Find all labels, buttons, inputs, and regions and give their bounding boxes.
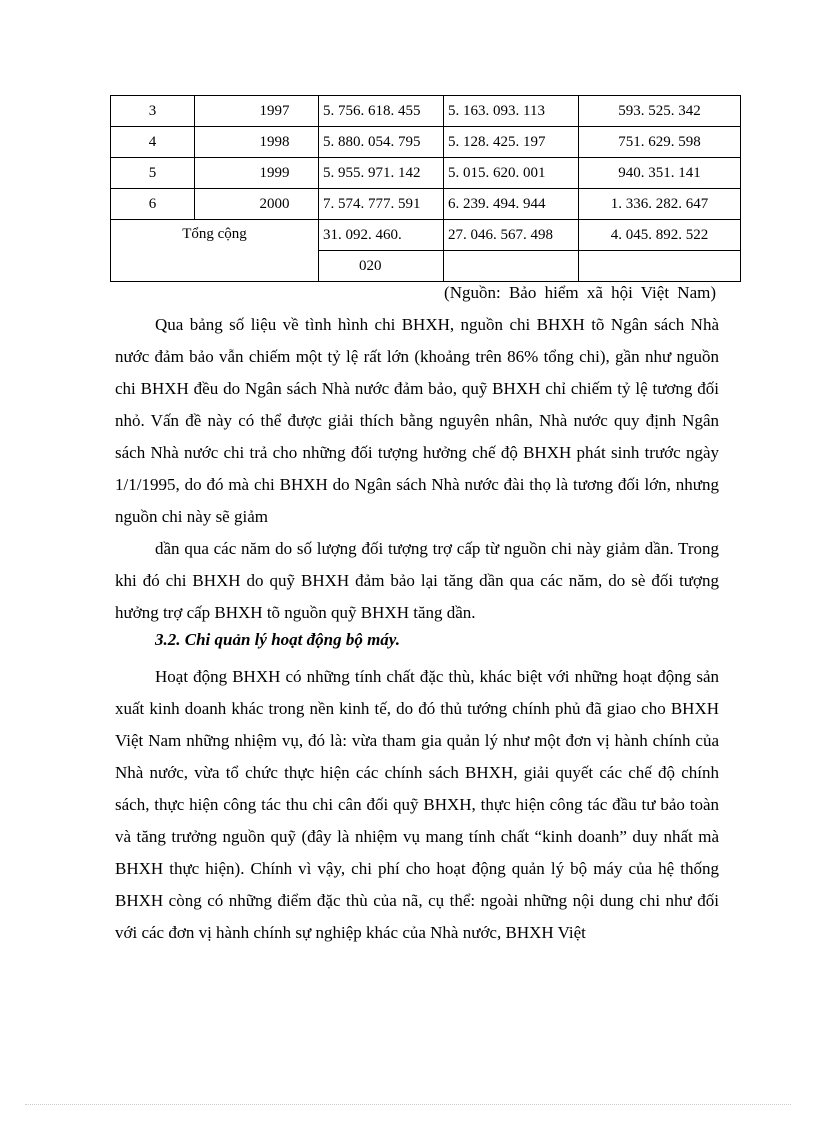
table-row (111, 96, 741, 127)
total-cell: 5. 756. 618. 455 (319, 96, 444, 127)
table-source: (Nguồn: Bảo hiểm xã hội Việt Nam) (444, 283, 716, 302)
year-cell: 1997 (195, 96, 319, 127)
grand-nsnn-cell: 27. 046. 567. 498 (444, 220, 579, 251)
page-bottom-divider (25, 1104, 791, 1105)
paragraph-2-text: dần qua các năm do số lượng đối tượng trợ cấp từ nguồn chi này giảm dần. Trong khi đó chi BHXH do quỹ BHXH đảm bảo lại tăng dần qua các năm, do sè đối tượng hưởng trợ cấp BHXH tõ nguồn quỹ BHXH tăng dần. (115, 539, 719, 622)
section-heading: 3.2. Chi quản lý hoạt động bộ máy. (155, 630, 400, 649)
total-cell: 5. 955. 971. 142 (319, 158, 444, 189)
nsnn-cell: 6. 239. 494. 944 (444, 189, 579, 220)
expenditure-table (110, 95, 741, 282)
stt-cell: 5 (111, 158, 195, 189)
nsnn-cell: 5. 015. 620. 001 (444, 158, 579, 189)
grand-total-cell-continued: 020 (319, 251, 444, 282)
empty-cell (579, 251, 741, 282)
paragraph-1-text: Qua bảng số liệu về tình hình chi BHXH, nguồn chi BHXH tõ Ngân sách Nhà nước đảm bảo vẫn chiếm một tỷ lệ rất lớn (khoảng trên 86% tổng chi), gần như nguồn chi BHXH đều do Ngân sách Nhà nước đảm bảo, quỹ BHXH chỉ chiếm tỷ lệ tương đối nhỏ. Vấn đề này có thể được giải thích bằng nguyên nhân, Nhà nước quy định Ngân sách Nhà nước chi trả cho những đối tượng hưởng chế độ BHXH phát sinh trước ngày 1/1/1995, do đó mà chi BHXH do Ngân sách Nhà nước đài thọ là tương đối lớn, nhưng nguồn chi này sẽ giảm (115, 315, 719, 526)
fund-cell: 593. 525. 342 (579, 96, 741, 127)
paragraph-3-text: Hoạt động BHXH có những tính chất đặc thù, khác biệt với những hoạt động sản xuất kinh doanh khác trong nền kinh tế, do đó thủ tướng chính phủ đã giao cho BHXH Việt Nam những nhiệm vụ, đó là: vừa tham gia quản lý như một đơn vị hành chính của Nhà nước, vừa tổ chức thực hiện các chính sách BHXH, giải quyết các chế độ chính sách, thực hiện công tác thu chi cân đối quỹ BHXH, thực hiện công tác đầu tư bảo toàn và tăng trưởng nguồn quỹ (đây là nhiệm vụ mang tính chất “kinh doanh” duy nhất mà BHXH thực hiện). Chính vì vậy, chi phí cho hoạt động quản lý bộ máy của hệ thống BHXH còng có những điểm đặc thù của nã, cụ thể: ngoài những nội dung chi như đối với các đơn vị hành chính sự nghiệp khác của Nhà nước, BHXH Việt (115, 667, 719, 942)
fund-cell: 1. 336. 282. 647 (579, 189, 741, 220)
grand-total-cell: 31. 092. 460. (319, 220, 444, 251)
empty-cell (444, 251, 579, 282)
table-row (111, 158, 741, 189)
total-label-cell (111, 220, 319, 282)
year-cell: 1999 (195, 158, 319, 189)
table-row (111, 189, 741, 220)
paragraph-1 (115, 309, 719, 533)
total-row (111, 220, 741, 251)
stt-cell: 6 (111, 189, 195, 220)
stt-cell: 4 (111, 127, 195, 158)
grand-fund-cell: 4. 045. 892. 522 (579, 220, 741, 251)
paragraph-3 (115, 661, 719, 949)
year-cell: 2000 (195, 189, 319, 220)
paragraph-2 (115, 533, 719, 629)
year-cell: 1998 (195, 127, 319, 158)
total-cell: 7. 574. 777. 591 (319, 189, 444, 220)
nsnn-cell: 5. 163. 093. 113 (444, 96, 579, 127)
stt-cell: 3 (111, 96, 195, 127)
fund-cell: 751. 629. 598 (579, 127, 741, 158)
total-cell: 5. 880. 054. 795 (319, 127, 444, 158)
table-row (111, 127, 741, 158)
fund-cell: 940. 351. 141 (579, 158, 741, 189)
nsnn-cell: 5. 128. 425. 197 (444, 127, 579, 158)
total-label: Tổng cộng (182, 226, 247, 242)
